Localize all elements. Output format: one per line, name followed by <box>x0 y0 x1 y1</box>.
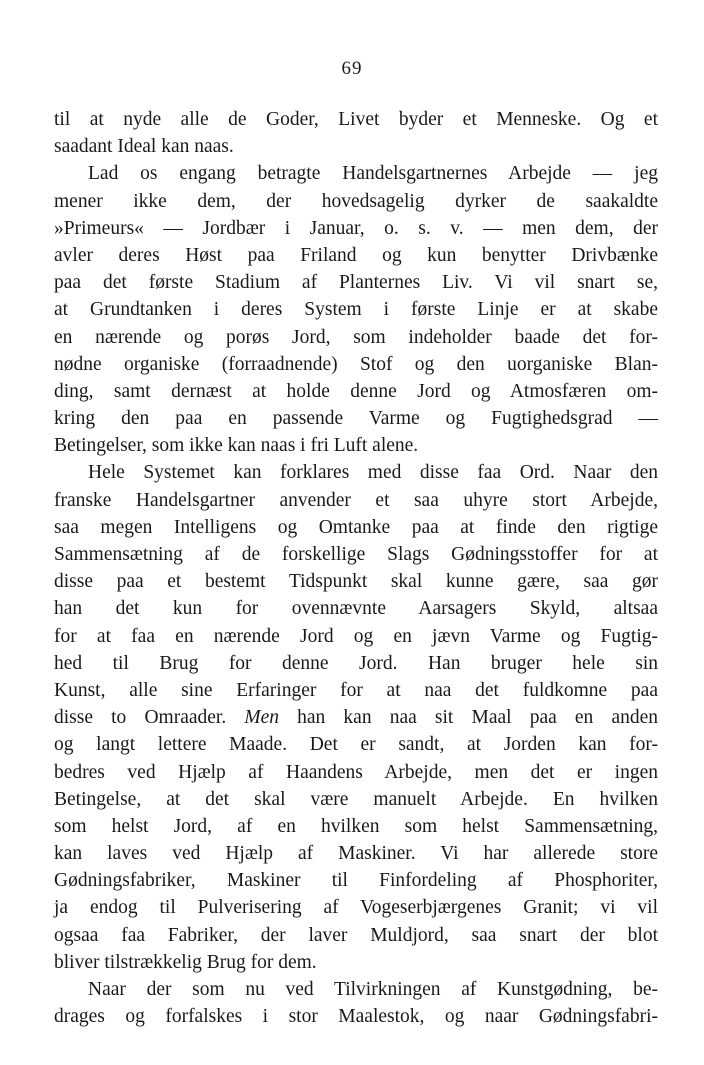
text-line: franske Handelsgartner anvender et saa uhyre stort Arbejde, <box>54 489 658 511</box>
text-line: Gødningsfabriker, Maskiner til Finfordeling af Phosphoriter, <box>54 870 658 892</box>
page-number: 69 <box>341 58 363 79</box>
text-line: Lad os engang betragte Handelsgartnernes Arbejde — jeg <box>88 163 658 185</box>
text-line: saa megen Intelligens og Omtanke paa at finde den rigtige <box>54 516 658 538</box>
text-segment: disse to Omraader. <box>54 707 245 729</box>
text-line: Kunst, alle sine Erfaringer for at naa det fuldkomne paa <box>54 679 658 701</box>
text-line: kring den paa en passende Varme og Fugtighedsgrad — <box>54 408 658 430</box>
text-line: til at nyde alle de Goder, Livet byder et Menneske. Og et <box>54 109 658 130</box>
text-segment: han kan naa sit Maal paa en anden <box>279 707 658 729</box>
text-line: han det kun for ovennævnte Aarsagers Skyld, altsaa <box>54 598 658 620</box>
text-line: saadant Ideal kan naas. <box>54 136 234 158</box>
text-line: drages og forfalskes i stor Maalestok, og naar Gødningsfabri- <box>54 1006 658 1028</box>
text-line: Sammensætning af de forskellige Slags Gødningsstoffer for at <box>54 544 658 565</box>
text-line: kan laves ved Hjælp af Maskiner. Vi har allerede store <box>54 843 658 865</box>
text-line: Betingelse, at det skal være manuelt Arbejde. En hvilken <box>54 788 658 810</box>
text-line: at Grundtanken i deres System i første Linje er at skabe <box>54 299 658 321</box>
text-line: en nærende og porøs Jord, som indeholder baade det for- <box>54 326 658 348</box>
text-line: Betingelser, som ikke kan naas i fri Luft alene. <box>54 435 419 457</box>
text-line: »Primeurs« — Jordbær i Januar, o. s. v. — men dem, der <box>54 217 658 239</box>
text-line: avler deres Høst paa Friland og kun benytter Drivbænke <box>54 244 658 266</box>
text-line: for at faa en nærende Jord og en jævn Varme og Fugtig- <box>54 625 658 647</box>
text-line: som helst Jord, af en hvilken som helst Sammensætning, <box>54 815 658 837</box>
text-line: Naar der som nu ved Tilvirkningen af Kunstgødning, be- <box>88 979 658 1000</box>
text-line-with-italic <box>54 704 658 731</box>
text-line: mener ikke dem, der hovedsagelig dyrker de saakaldte <box>54 190 658 212</box>
text-line: Hele Systemet kan forklares med disse faa Ord. Naar den <box>88 462 658 484</box>
text-line: ding, samt dernæst at holde denne Jord og Atmosfæren om- <box>54 380 658 402</box>
text-line: og langt lettere Maade. Det er sandt, at Jorden kan for- <box>54 734 658 756</box>
text-line: ja endog til Pulverisering af Vogeserbjærgenes Granit; vi vil <box>54 897 658 919</box>
text-line: bliver tilstrækkelig Brug for dem. <box>54 951 317 973</box>
text-line: paa det første Stadium af Planternes Liv. Vi vil snart se, <box>54 272 658 294</box>
body-text <box>54 106 658 1030</box>
text-line: hed til Brug for denne Jord. Han bruger hele sin <box>54 652 658 674</box>
text-line: disse paa et bestemt Tidspunkt skal kunne gære, saa gør <box>54 571 658 593</box>
text-line: nødne organiske (forraadnende) Stof og den uorganiske Blan- <box>54 353 658 375</box>
text-line: bedres ved Hjælp af Haandens Arbejde, men det er ingen <box>54 761 658 783</box>
italic-word: Men <box>244 707 279 729</box>
text-line: ogsaa faa Fabriker, der laver Muldjord, saa snart der blot <box>54 924 658 946</box>
